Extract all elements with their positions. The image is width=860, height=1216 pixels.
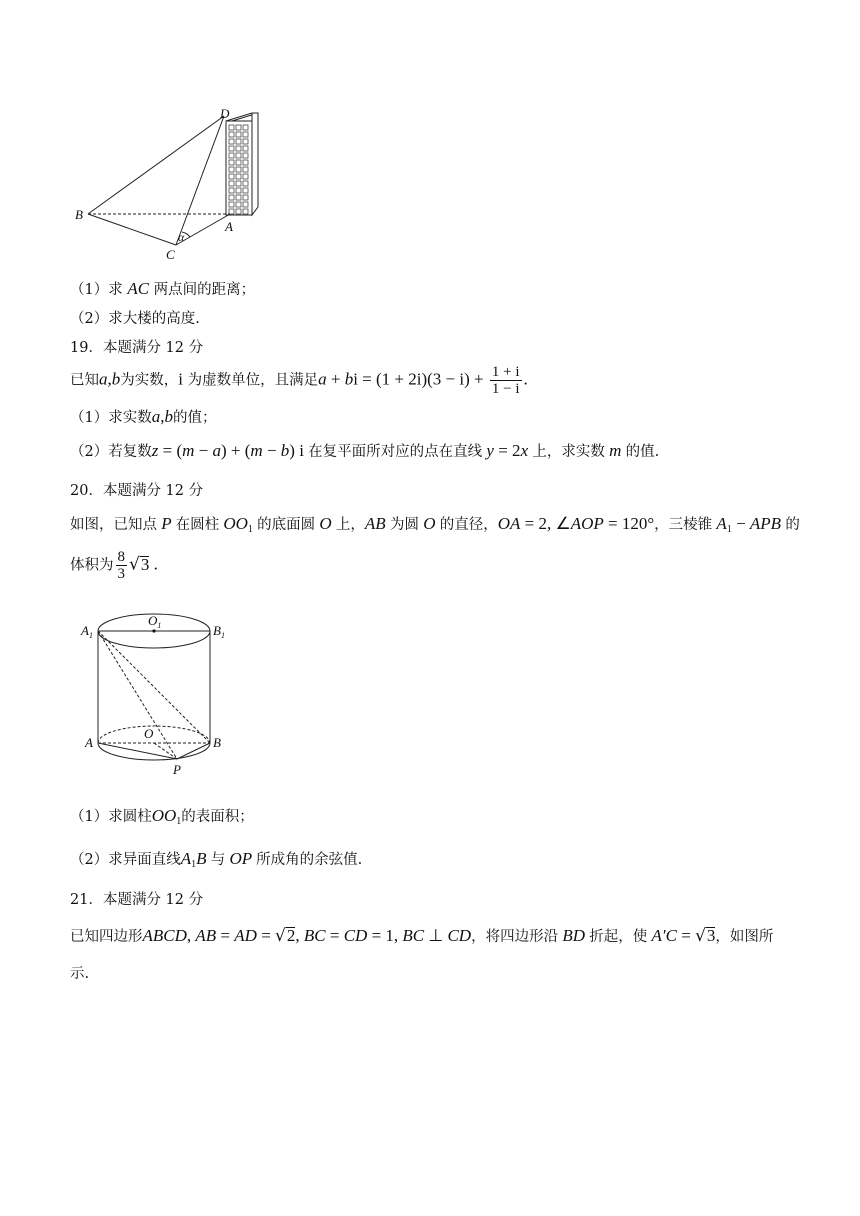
q20-vol-num: 8	[117, 549, 125, 565]
q18-sub2: （2）求大楼的高度.	[70, 311, 200, 327]
q19-frac-den: 1 − i	[491, 381, 520, 397]
q19-var-b: b	[111, 369, 121, 389]
q19-sub2-mid: 在复平面所对应的点在直线	[308, 444, 483, 460]
q20-line1: 如图，已知点 P 在圆柱 $OO_1$ 的底面圆 O 上，AB 为圆 O 的直径，OA = 2, ∠AOP = 120°，三棱锥 $A_1$ − APB 的	[70, 514, 800, 535]
q20-sub2-pre: （2）求异面直线	[70, 852, 181, 868]
q20-line1-a: 如图，已知点	[70, 517, 157, 533]
q18-sub1	[70, 278, 255, 299]
q19-i: i	[178, 369, 183, 389]
q19-line1: 已知a,b为实数，i 为虚数单位，且满足a + bi = (1 + 2i)(3 − i) + $\frac{1 + i}{1 - i}$ .	[70, 364, 528, 397]
label-A: A	[85, 735, 93, 750]
q20-line1-b: 在圆柱	[175, 517, 220, 533]
q19-sub2-post: 的值.	[625, 444, 660, 460]
q18-sub1-post: 两点间的距离；	[149, 282, 256, 298]
q20-line2: 体积为 $\frac{8}{3}$ √3 .	[70, 549, 158, 582]
q21-line1-post: ，如图所	[715, 929, 774, 945]
q20-sub1-post: 的表面积；	[181, 809, 254, 825]
q20-sub2-mid: 与	[210, 852, 226, 868]
label-A1: $A_1$	[81, 623, 93, 640]
q20-vol-den: 3	[117, 566, 125, 582]
label-alpha: α	[178, 230, 185, 244]
q21-line1-mid: ，将四边形沿	[471, 929, 559, 945]
q20-line1-f: 的直径，	[439, 517, 498, 533]
q20-sub1-pre: （1）求圆柱	[70, 809, 152, 825]
building-triangle-figure	[70, 105, 270, 265]
cylinder-figure	[80, 605, 240, 780]
q21-line2: 示.	[70, 966, 90, 982]
label-B1: $B_1$	[213, 623, 225, 640]
q20-sub1: （1）求圆柱$OO_1$的表面积；	[70, 806, 254, 827]
q20-line1-h: 的	[785, 517, 800, 533]
label-C: C	[166, 247, 175, 262]
q19-frac-num: 1 + i	[491, 364, 520, 380]
q19-sub1: （1）求实数a,b的值；	[70, 407, 217, 426]
q18-sub1-pre: （1）求	[70, 282, 128, 298]
q19-var-a: a	[99, 369, 108, 389]
q20-line2-pre: 体积为	[70, 557, 114, 574]
q19-sub1-pre: （1）求实数	[70, 410, 152, 426]
label-B: B	[75, 207, 83, 222]
q20-line1-c: 的底面圆	[257, 517, 316, 533]
q19-sub1-post: 的值；	[172, 410, 217, 426]
q19-fraction	[490, 364, 522, 397]
q20-line1-g: ，三棱锥	[654, 517, 713, 533]
q19-line1-mid2: 为虚数单位，且满足	[182, 372, 319, 389]
label-P: P	[173, 762, 181, 777]
label-B: B	[213, 735, 221, 750]
label-D: D	[220, 106, 230, 121]
q21-line1-pre: 已知四边形	[70, 929, 143, 945]
label-O: O	[144, 726, 154, 741]
q20-header: 20．本题满分 12 分	[70, 483, 204, 499]
q20-line1-e: 为圆	[389, 517, 419, 533]
q20-line1-d: 上，	[335, 517, 365, 533]
q21-header: 21．本题满分 12 分	[70, 892, 204, 908]
q19-sub2: （2）若复数z = (m − a) + (m − b) i 在复平面所对应的点在直线 y = 2x 上，求实数 m 的值.	[70, 441, 660, 460]
q20-sub2: （2）求异面直线$A_1B$ 与 OP 所成角的余弦值.	[70, 849, 363, 870]
label-O1: $O_1$	[148, 613, 162, 630]
q20-sub2-post: 所成角的余弦值.	[256, 852, 363, 868]
label-A: A	[225, 219, 233, 234]
q21-line1: 已知四边形ABCD, AB = AD = √2, BC = CD = 1, BC ⊥ CD，将四边形沿 BD 折起，使 A′C = √3，如图所	[70, 926, 774, 946]
q19-header: 19．本题满分 12 分	[70, 340, 204, 356]
q19-sub2-mid2: 上，求实数	[532, 444, 605, 460]
q19-sub2-pre: （2）若复数	[70, 444, 152, 460]
q19-line1-mid: 为实数，	[120, 372, 179, 389]
q20-volume-fraction	[116, 549, 128, 582]
q18-sub1-math: AC	[127, 279, 150, 298]
q21-line1-mid2: 折起，使	[589, 929, 648, 945]
q19-line1-pre: 已知	[70, 372, 99, 389]
